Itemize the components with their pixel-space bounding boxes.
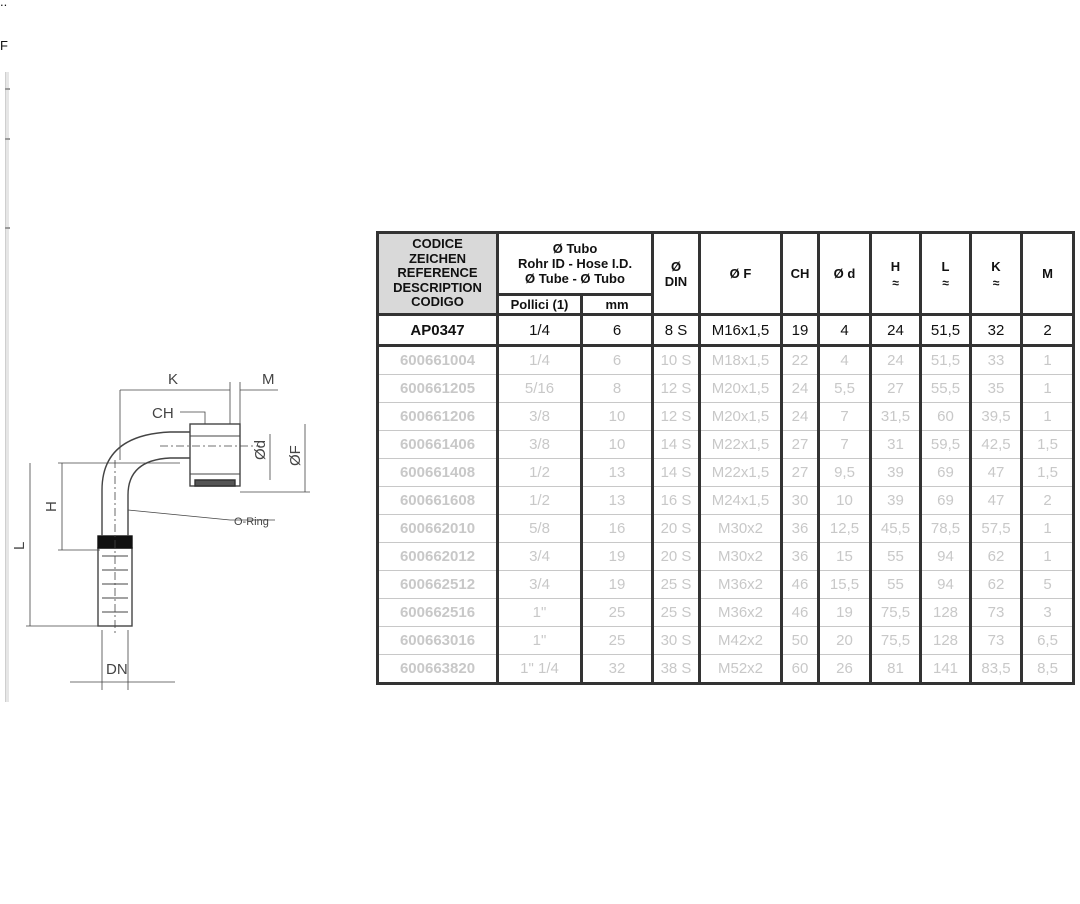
table-cell: 27	[782, 431, 819, 459]
table-cell: M42x2	[700, 627, 782, 655]
table-cell: 1" 1/4	[498, 655, 582, 684]
table-row[interactable]	[378, 346, 1074, 375]
table-cell: 36	[782, 543, 819, 571]
table-cell: 10 S	[653, 346, 700, 375]
table-row[interactable]	[378, 655, 1074, 684]
table-cell: 50	[782, 627, 819, 655]
selected-cell: 6	[582, 315, 653, 346]
table-cell: 128	[921, 627, 971, 655]
table-cell: M18x1,5	[700, 346, 782, 375]
selected-cell: 32	[971, 315, 1022, 346]
product-code-cell: 600662010	[378, 515, 498, 543]
table-cell: 38 S	[653, 655, 700, 684]
table-cell: M36x2	[700, 571, 782, 599]
table-row[interactable]	[378, 571, 1074, 599]
table-cell: 20 S	[653, 543, 700, 571]
table-row[interactable]	[378, 459, 1074, 487]
table-cell: 10	[819, 487, 871, 515]
table-cell: 5,5	[819, 375, 871, 403]
table-cell: 20 S	[653, 515, 700, 543]
label-k: K	[168, 371, 179, 388]
selected-cell: AP0347	[378, 315, 498, 346]
table-cell: 5/16	[498, 375, 582, 403]
table-cell: 42,5	[971, 431, 1022, 459]
table-cell: 94	[921, 571, 971, 599]
product-code-cell: 600661206	[378, 403, 498, 431]
product-code-cell: 600661408	[378, 459, 498, 487]
table-cell: 8	[582, 375, 653, 403]
header-l: L ≈	[921, 233, 971, 315]
selected-cell: 2	[1022, 315, 1074, 346]
label-l: L	[11, 541, 28, 550]
table-cell: 60	[921, 403, 971, 431]
table-row[interactable]	[378, 515, 1074, 543]
label-m: M	[262, 371, 275, 388]
table-cell: 3	[1022, 599, 1074, 627]
fitting-technical-drawing	[10, 360, 350, 690]
selected-cell: 1/4	[498, 315, 582, 346]
corner-dots: ..	[0, 0, 8, 9]
table-cell: 2	[1022, 487, 1074, 515]
table-cell: 55	[871, 571, 921, 599]
table-cell: 55	[871, 543, 921, 571]
table-cell: 1/4	[498, 346, 582, 375]
table-cell: 5/8	[498, 515, 582, 543]
table-row[interactable]	[378, 403, 1074, 431]
table-cell: 6	[582, 346, 653, 375]
label-of: ØF	[287, 445, 304, 466]
table-cell: 25	[582, 599, 653, 627]
table-cell: 19	[819, 599, 871, 627]
table-cell: 13	[582, 487, 653, 515]
header-din: Ø DIN	[653, 233, 700, 315]
table-cell: 36	[782, 515, 819, 543]
table-cell: 24	[782, 375, 819, 403]
table-cell: 1"	[498, 627, 582, 655]
table-cell: 8,5	[1022, 655, 1074, 684]
selected-cell: 51,5	[921, 315, 971, 346]
table-cell: 1	[1022, 346, 1074, 375]
header-h: H ≈	[871, 233, 921, 315]
table-cell: M24x1,5	[700, 487, 782, 515]
table-cell: 78,5	[921, 515, 971, 543]
table-cell: 1,5	[1022, 459, 1074, 487]
header-m: M	[1022, 233, 1074, 315]
table-cell: 45,5	[871, 515, 921, 543]
table-cell: 12,5	[819, 515, 871, 543]
product-code-cell: 600661205	[378, 375, 498, 403]
header-tube: Ø Tubo Rohr ID - Hose I.D. Ø Tube - Ø Tubo	[498, 233, 653, 295]
table-cell: 60	[782, 655, 819, 684]
table-cell: 16 S	[653, 487, 700, 515]
table-cell: 1	[1022, 515, 1074, 543]
label-ch: CH	[152, 405, 174, 422]
header-of: Ø F	[700, 233, 782, 315]
table-cell: 1/2	[498, 487, 582, 515]
table-cell: M36x2	[700, 599, 782, 627]
spec-table	[376, 231, 1075, 685]
table-row[interactable]	[378, 431, 1074, 459]
table-cell: 81	[871, 655, 921, 684]
table-cell: 69	[921, 459, 971, 487]
table-cell: M30x2	[700, 543, 782, 571]
table-cell: M52x2	[700, 655, 782, 684]
selected-cell: 19	[782, 315, 819, 346]
product-code-cell: 600663016	[378, 627, 498, 655]
table-cell: 3/8	[498, 403, 582, 431]
table-cell: 62	[971, 571, 1022, 599]
header-pollici: Pollici (1)	[498, 295, 582, 315]
table-cell: 55,5	[921, 375, 971, 403]
product-code-cell: 600661608	[378, 487, 498, 515]
table-cell: 3/4	[498, 571, 582, 599]
table-cell: 73	[971, 599, 1022, 627]
table-cell: 25 S	[653, 599, 700, 627]
left-scrollbar[interactable]	[5, 72, 9, 702]
header-k: K ≈	[971, 233, 1022, 315]
table-cell: 33	[971, 346, 1022, 375]
table-cell: 128	[921, 599, 971, 627]
table-cell: 7	[819, 431, 871, 459]
table-cell: 12 S	[653, 375, 700, 403]
table-cell: 1	[1022, 543, 1074, 571]
product-code-cell: 600661406	[378, 431, 498, 459]
table-cell: M22x1,5	[700, 459, 782, 487]
table-cell: 47	[971, 459, 1022, 487]
table-cell: 94	[921, 543, 971, 571]
table-cell: 12 S	[653, 403, 700, 431]
product-code-cell: 600661004	[378, 346, 498, 375]
label-o-ring: O-Ring	[234, 516, 269, 528]
table-cell: 1"	[498, 599, 582, 627]
table-cell: 62	[971, 543, 1022, 571]
label-dn: DN	[106, 661, 128, 678]
table-cell: 14 S	[653, 459, 700, 487]
table-cell: 7	[819, 403, 871, 431]
table-cell: 24	[782, 403, 819, 431]
table-cell: 73	[971, 627, 1022, 655]
table-cell: 1,5	[1022, 431, 1074, 459]
table-cell: 3/4	[498, 543, 582, 571]
table-cell: 16	[582, 515, 653, 543]
table-cell: 22	[782, 346, 819, 375]
table-cell: 59,5	[921, 431, 971, 459]
table-row[interactable]	[378, 487, 1074, 515]
table-cell: 39,5	[971, 403, 1022, 431]
selected-cell: 8 S	[653, 315, 700, 346]
table-cell: 25 S	[653, 571, 700, 599]
table-row[interactable]	[378, 543, 1074, 571]
header-ch: CH	[782, 233, 819, 315]
table-cell: 15,5	[819, 571, 871, 599]
table-cell: 141	[921, 655, 971, 684]
table-cell: 75,5	[871, 627, 921, 655]
header-od: Ø d	[819, 233, 871, 315]
table-cell: 39	[871, 459, 921, 487]
table-cell: 1	[1022, 403, 1074, 431]
header-code: CODICE ZEICHEN REFERENCE DESCRIPTION CODIGO	[378, 233, 498, 315]
table-cell: 10	[582, 431, 653, 459]
table-cell: 24	[871, 346, 921, 375]
label-h: H	[43, 501, 60, 512]
table-cell: 46	[782, 599, 819, 627]
table-cell: 26	[819, 655, 871, 684]
table-cell: 19	[582, 571, 653, 599]
table-cell: 35	[971, 375, 1022, 403]
product-code-cell: 600662512	[378, 571, 498, 599]
table-cell: 1	[1022, 375, 1074, 403]
table-cell: 75,5	[871, 599, 921, 627]
product-code-cell: 600662516	[378, 599, 498, 627]
table-cell: 5	[1022, 571, 1074, 599]
table-cell: 32	[582, 655, 653, 684]
table-cell: 30	[782, 487, 819, 515]
table-cell: 19	[582, 543, 653, 571]
product-code-cell: 600663820	[378, 655, 498, 684]
table-cell: 15	[819, 543, 871, 571]
table-row[interactable]	[378, 599, 1074, 627]
table-cell: 25	[582, 627, 653, 655]
table-cell: 9,5	[819, 459, 871, 487]
table-cell: 69	[921, 487, 971, 515]
table-row[interactable]	[378, 375, 1074, 403]
table-cell: 31	[871, 431, 921, 459]
table-cell: 46	[782, 571, 819, 599]
table-cell: 13	[582, 459, 653, 487]
table-cell: 51,5	[921, 346, 971, 375]
table-cell: 1/2	[498, 459, 582, 487]
table-cell: M22x1,5	[700, 431, 782, 459]
table-cell: 57,5	[971, 515, 1022, 543]
table-cell: 47	[971, 487, 1022, 515]
product-code-cell: 600662012	[378, 543, 498, 571]
selected-cell: 4	[819, 315, 871, 346]
table-cell: 31,5	[871, 403, 921, 431]
table-cell: 6,5	[1022, 627, 1074, 655]
table-cell: 27	[782, 459, 819, 487]
table-cell: M30x2	[700, 515, 782, 543]
table-cell: 10	[582, 403, 653, 431]
header-mm: mm	[582, 295, 653, 315]
table-cell: 83,5	[971, 655, 1022, 684]
table-cell: 3/8	[498, 431, 582, 459]
label-od: Ød	[252, 439, 269, 460]
table-cell: 27	[871, 375, 921, 403]
selected-cell: 24	[871, 315, 921, 346]
corner-letter-f: F	[0, 38, 8, 53]
table-cell: 30 S	[653, 627, 700, 655]
selected-row[interactable]	[378, 315, 1074, 346]
selected-cell: M16x1,5	[700, 315, 782, 346]
table-cell: M20x1,5	[700, 403, 782, 431]
table-cell: 20	[819, 627, 871, 655]
table-cell: M20x1,5	[700, 375, 782, 403]
table-cell: 4	[819, 346, 871, 375]
table-row[interactable]	[378, 627, 1074, 655]
table-cell: 14 S	[653, 431, 700, 459]
table-cell: 39	[871, 487, 921, 515]
